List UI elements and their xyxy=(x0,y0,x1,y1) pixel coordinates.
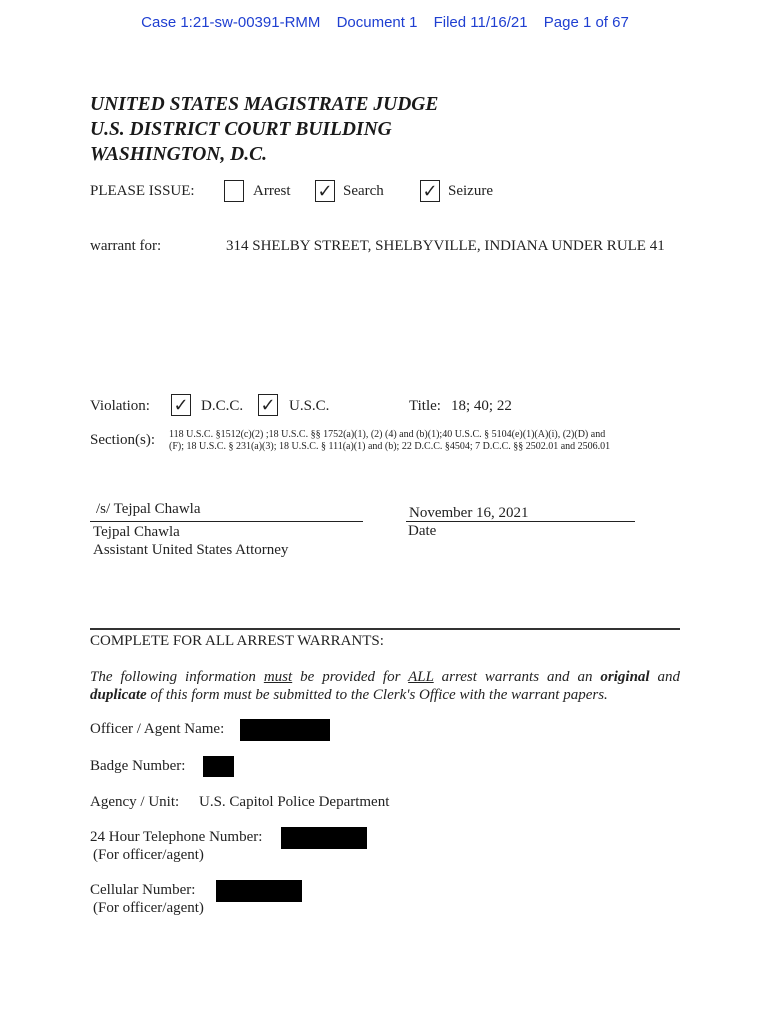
court-heading-line1: UNITED STATES MAGISTRATE JUDGE xyxy=(90,94,439,115)
officer-label: Officer / Agent Name: xyxy=(90,721,225,737)
violation-label: Violation: xyxy=(90,398,150,414)
phone24-redaction xyxy=(281,827,367,849)
badge-label: Badge Number: xyxy=(90,758,186,774)
case-number: Case 1:21-sw-00391-RMM xyxy=(141,14,321,31)
officer-name-redaction xyxy=(240,719,330,741)
court-heading-line3: WASHINGTON, D.C. xyxy=(90,144,267,165)
search-checkbox[interactable] xyxy=(315,180,335,202)
usc-label: U.S.C. xyxy=(289,398,330,414)
dcc-checkbox[interactable] xyxy=(171,394,191,416)
checkmark-icon: ✓ xyxy=(422,181,438,202)
title-label: Title: xyxy=(409,398,441,414)
cell-redaction xyxy=(216,880,302,902)
section-divider xyxy=(90,628,680,630)
warrant-for-value: 314 SHELBY STREET, SHELBYVILLE, INDIANA UNDER RULE 41 xyxy=(226,238,665,254)
dcc-label: D.C.C. xyxy=(201,398,244,414)
usc-checkbox[interactable] xyxy=(258,394,278,416)
warrant-for-label: warrant for: xyxy=(90,238,162,254)
instr-must: must xyxy=(263,669,293,685)
checkmark-icon: ✓ xyxy=(260,395,276,416)
arrest-label: Arrest xyxy=(253,183,291,199)
instr-all: ALL xyxy=(408,669,434,685)
document-number: Document 1 xyxy=(336,14,418,31)
seizure-label: Seizure xyxy=(448,183,493,199)
date-line xyxy=(406,521,635,522)
instr-duplicate: duplicate xyxy=(90,687,147,703)
instr-text: be provided for xyxy=(292,669,409,685)
agency-label: Agency / Unit: xyxy=(90,794,180,810)
instr-original: original xyxy=(600,669,650,685)
sections-value xyxy=(169,429,689,452)
cell-label: Cellular Number: xyxy=(90,882,196,898)
arrest-heading: COMPLETE FOR ALL ARREST WARRANTS: xyxy=(90,633,384,649)
page-number: Page 1 of 67 xyxy=(543,14,629,31)
instr-text: and xyxy=(649,669,681,685)
case-header xyxy=(0,14,770,31)
instr-text: The following information xyxy=(90,669,264,685)
badge-redaction xyxy=(203,756,234,777)
arrest-checkbox[interactable] xyxy=(224,180,244,202)
checkmark-icon: ✓ xyxy=(317,181,333,202)
sections-line1: 118 U.S.C. §1512(c)(2) ;18 U.S.C. §§ 1752(a)(1), (2) (4) and (b)(1);40 U.S.C. § 5104(e)(1)(A)(i), (2)(D) and xyxy=(169,429,606,440)
title-value: 18; 40; 22 xyxy=(451,398,512,414)
date-value: November 16, 2021 xyxy=(409,505,529,521)
checkmark-icon: ✓ xyxy=(173,395,189,416)
date-label: Date xyxy=(408,523,437,539)
sections-line2: (F); 18 U.S.C. § 231(a)(3); 18 U.S.C. § 111(a)(1) and (b); 22 D.C.C. §4504; 7 D.C.C. §§ 2502.01 and 2506.01 xyxy=(169,440,611,452)
phone24-sub: (For officer/agent) xyxy=(93,847,204,863)
signature-line xyxy=(90,521,363,522)
filed-date: Filed 11/16/21 xyxy=(433,14,528,31)
court-heading-line2: U.S. DISTRICT COURT BUILDING xyxy=(90,119,392,140)
phone24-label: 24 Hour Telephone Number: xyxy=(90,829,263,845)
instr-text: arrest warrants and an xyxy=(433,669,601,685)
sections-label: Section(s): xyxy=(90,432,155,448)
signer-name: Tejpal Chawla xyxy=(93,524,180,540)
please-issue-label: PLEASE ISSUE: xyxy=(90,183,195,199)
signer-title: Assistant United States Attorney xyxy=(93,542,289,558)
instr-text: of this form must be submitted to the Clerk's Office with the warrant papers. xyxy=(146,687,608,703)
seizure-checkbox[interactable] xyxy=(420,180,440,202)
agency-value: U.S. Capitol Police Department xyxy=(199,794,390,810)
search-label: Search xyxy=(343,183,384,199)
arrest-instructions xyxy=(90,668,680,704)
signature-text: /s/ Tejpal Chawla xyxy=(96,501,201,517)
cell-sub: (For officer/agent) xyxy=(93,900,204,916)
